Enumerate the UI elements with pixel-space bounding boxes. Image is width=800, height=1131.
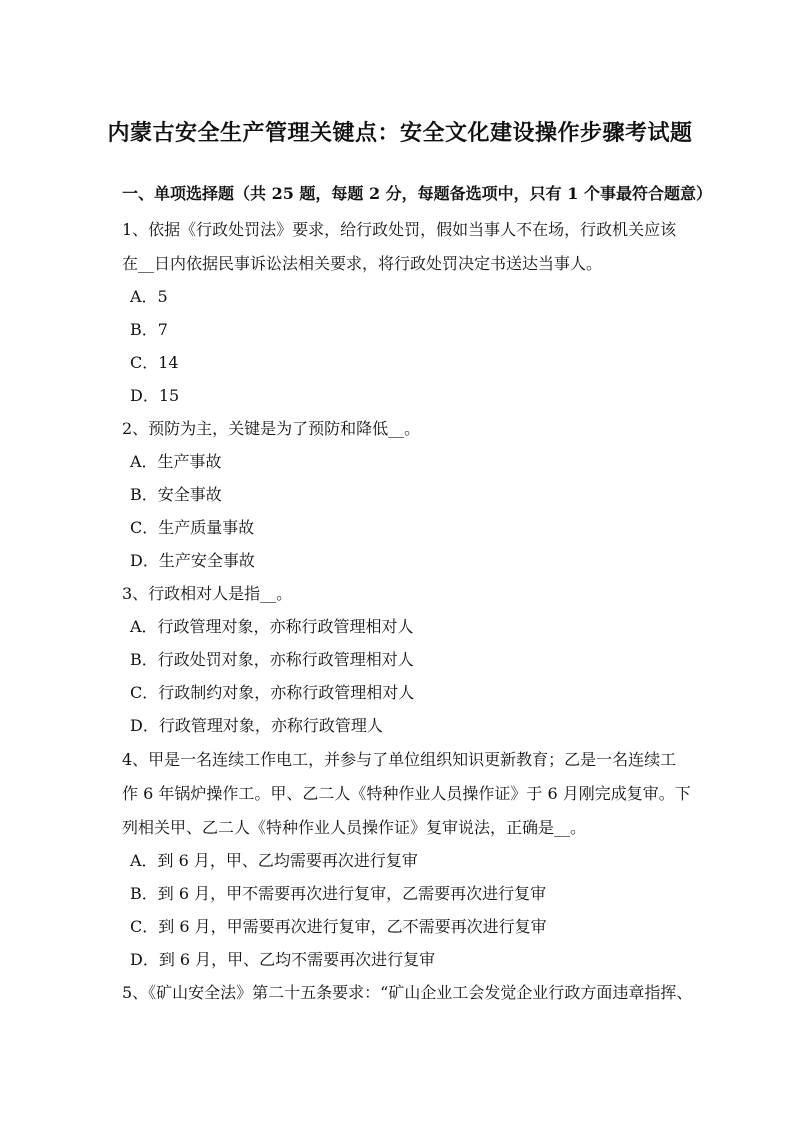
- question-4-option-d: D．到 6 月，甲、乙均不需要再次进行复审: [130, 950, 436, 969]
- question-2-option-d: D．生产安全事故: [130, 551, 255, 570]
- question-1-line-1: 1、依据《行政处罚法》要求，给行政处罚，假如当事人不在场，行政机关应该: [122, 220, 677, 239]
- question-4-option-c: C．到 6 月，甲需要再次进行复审，乙不需要再次进行复审: [130, 917, 547, 936]
- question-1-option-c: C．14: [130, 353, 179, 372]
- question-4-option-a: A．到 6 月，甲、乙均需要再次进行复审: [130, 851, 418, 870]
- question-5-line-1: 5、《矿山安全法》第二十五条要求：“矿山企业工会发觉企业行政方面违章指挥、: [122, 983, 693, 1002]
- question-3-option-d: D．行政管理对象，亦称行政管理人: [130, 716, 383, 735]
- document-title: 内蒙古安全生产管理关键点：安全文化建设操作步骤考试题: [107, 120, 693, 146]
- question-2-option-c: C．生产质量事故: [130, 518, 255, 537]
- question-2-option-b: B．安全事故: [130, 485, 222, 504]
- question-1-line-2: 在__日内依据民事诉讼法相关要求，将行政处罚决定书送达当事人。: [122, 254, 603, 273]
- question-3-option-b: B．行政处罚对象，亦称行政管理相对人: [130, 650, 414, 669]
- question-4-line-2: 作 6 年锅炉操作工。甲、乙二人《特种作业人员操作证》于 6 月刚完成复审。下: [122, 784, 691, 803]
- question-3-option-c: C．行政制约对象，亦称行政管理相对人: [130, 683, 415, 702]
- question-3-line-1: 3、行政相对人是指__。: [122, 584, 293, 603]
- question-1-option-d: D．15: [130, 386, 180, 405]
- question-3-option-a: A．行政管理对象，亦称行政管理相对人: [130, 617, 414, 636]
- question-1-option-b: B．7: [130, 320, 168, 339]
- question-2-option-a: A．生产事故: [130, 452, 222, 471]
- question-2-line-1: 2、预防为主，关键是为了预防和降低__。: [122, 419, 421, 438]
- question-4-line-1: 4、甲是一名连续工作电工，并参与了单位组织知识更新教育；乙是一名连续工: [122, 750, 677, 769]
- question-4-line-3: 列相关甲、乙二人《特种作业人员操作证》复审说法，正确是__。: [122, 818, 587, 837]
- question-1-option-a: A．5: [130, 287, 168, 306]
- section-heading: 一、单项选择题（共 25 题，每题 2 分，每题备选项中，只有 1 个事最符合题意）: [122, 184, 712, 203]
- question-4-option-b: B．到 6 月，甲不需要再次进行复审，乙需要再次进行复审: [130, 884, 547, 903]
